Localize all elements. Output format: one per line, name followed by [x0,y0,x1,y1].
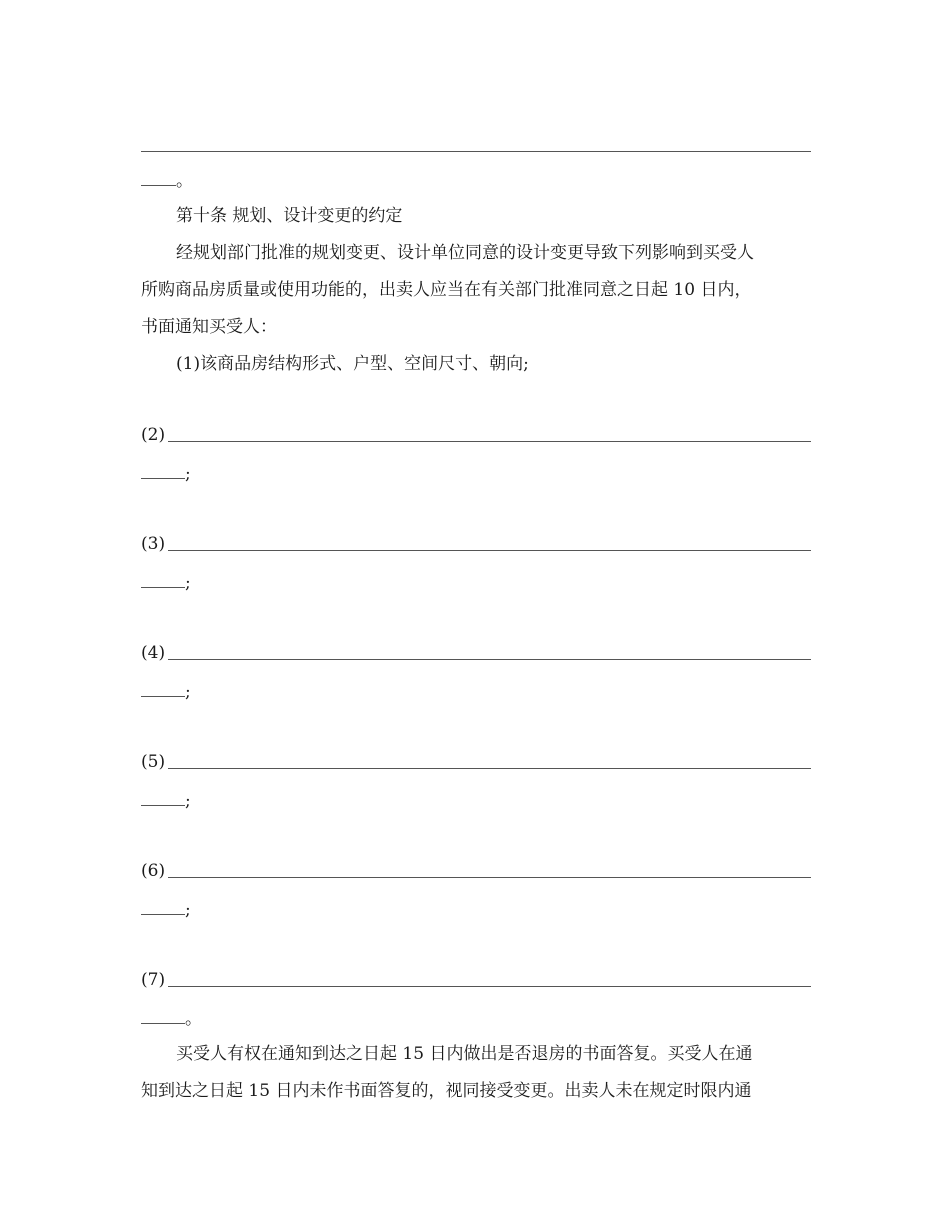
blank-item-2 [141,424,811,446]
intro-line-2: 所购商品房质量或使用功能的，出卖人应当在有关部门批准同意之日起 10 日内， [141,280,752,300]
closing-line-2: 知到达之日起 15 日内未作书面答复的，视同接受变更。出卖人未在规定时限内通 [141,1081,752,1101]
tail-punct: ; [185,791,191,811]
tail-punct: ; [185,464,191,484]
article-title: 第十条 规划、设计变更的约定 [176,206,403,226]
blank-tail [141,463,191,485]
tail-punct: 。 [176,171,193,191]
blank-tail [141,681,191,703]
blank-tail [141,899,191,921]
item-1: (1)该商品房结构形式、户型、空间尺寸、朝向; [176,354,529,374]
blank-fill-line [168,986,811,987]
intro-line-3: 书面通知买受人： [141,317,277,337]
intro-line-1: 经规划部门批准的规划变更、设计单位同意的设计变更导致下列影响到买受人 [176,243,754,263]
blank-tail [141,170,193,192]
item-number: (4) [141,643,166,663]
blank-item-4 [141,642,811,664]
item-number: (3) [141,534,166,554]
blank-tail [141,572,191,594]
blank-short-line [141,572,185,588]
blank-short-line [141,1008,185,1024]
blank-short-line [141,170,176,186]
blank-item-5 [141,751,811,773]
tail-punct: 。 [185,1009,202,1029]
item-number: (2) [141,425,166,445]
blank-fill-line [168,441,811,442]
tail-punct: ; [185,573,191,593]
tail-punct: ; [185,900,191,920]
blank-short-line [141,899,185,915]
item-number: (6) [141,861,166,881]
blank-short-line [141,681,185,697]
blank-item-3 [141,533,811,555]
item-number: (5) [141,752,166,772]
blank-item-7 [141,969,811,991]
closing-line-1: 买受人有权在通知到达之日起 15 日内做出是否退房的书面答复。买受人在通 [176,1044,753,1064]
item-number: (7) [141,970,166,990]
document-page [141,0,811,1230]
blank-short-line [141,790,185,806]
blank-fill-line [168,659,811,660]
blank-item-6 [141,860,811,882]
blank-fill-line [168,877,811,878]
tail-punct: ; [185,682,191,702]
blank-short-line [141,463,185,479]
blank-tail [141,1008,202,1030]
blank-fill-line [141,151,811,152]
blank-fill-line [168,768,811,769]
blank-tail [141,790,191,812]
blank-fill-line [168,550,811,551]
